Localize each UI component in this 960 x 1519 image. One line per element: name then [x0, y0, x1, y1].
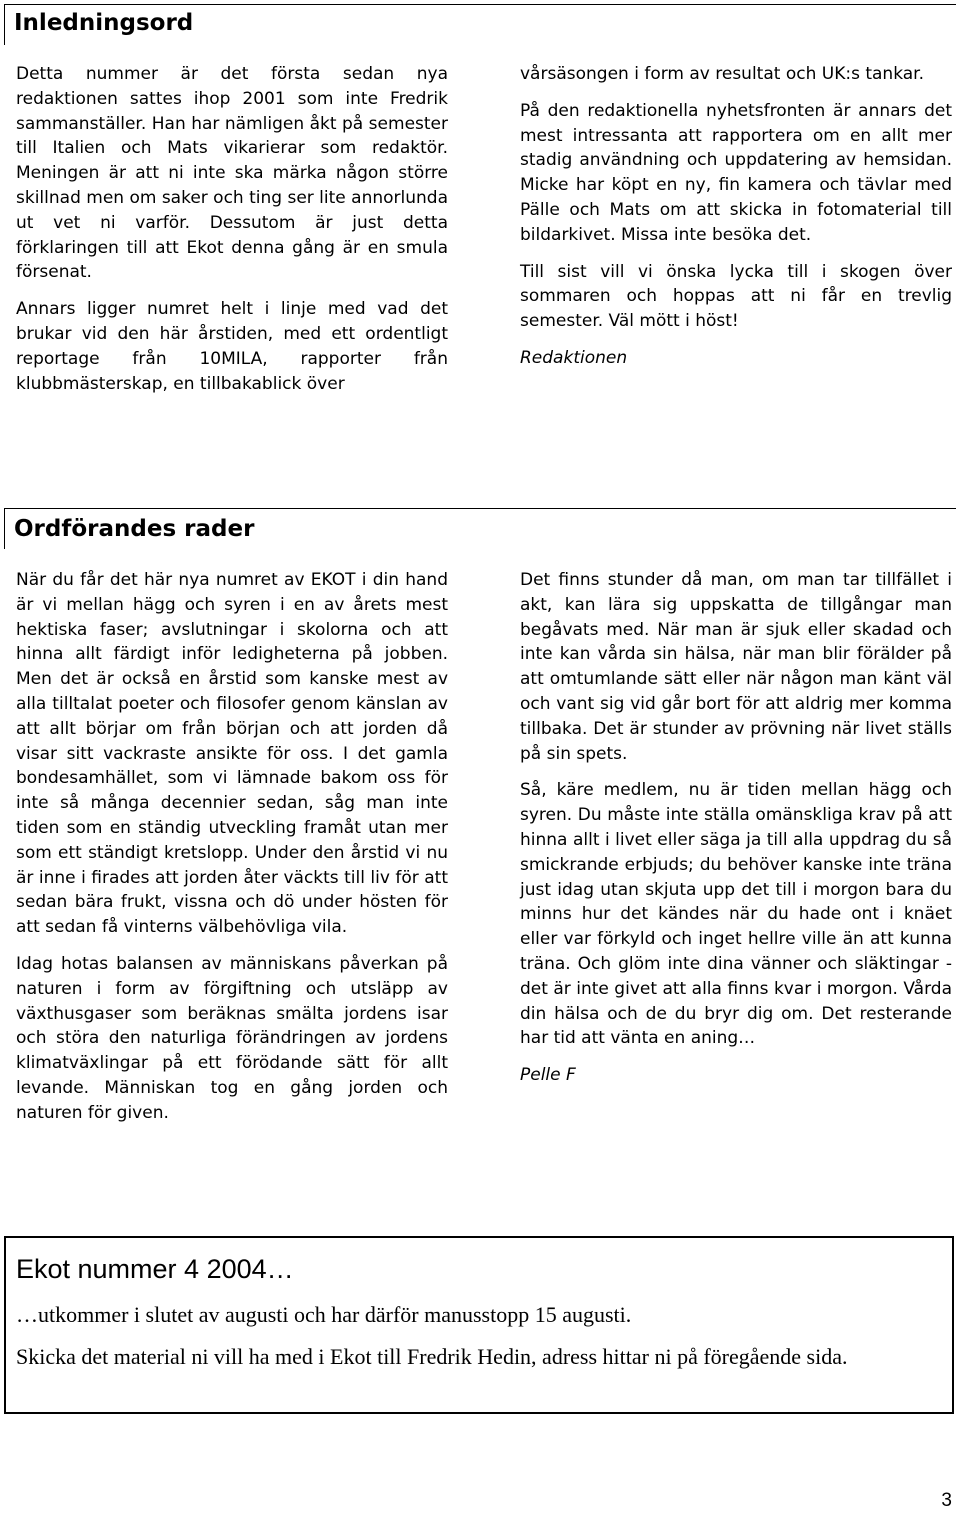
intro-paragraph: På den redaktionella nyhetsfronten är annars det mest intressanta att rapportera om en allt mer stadig användning och uppdatering av hemsidan. Micke har köpt en ny, fin kamera och tävlar med Pälle och Mats om att skicka in fotomaterial till bildarkivet. Missa inte besöka det.	[520, 100, 952, 245]
chair-paragraph: När du får det här nya numret av EKOT i din hand är vi mellan hägg och syren i en av årets mest hektiska faser; avslutningar i skolorna och att hinna allt färdigt inför ledigheterna på jobben. Men det är också en årstid som kanske mest av alla tilltalat poeter och filosofer genom känslan av att allt börjar om från början och att jorden då visar sitt vackraste ansikte för oss. I det gamla bondesamhället, som vi lämnade bakom oss för inte så många decennier sedan, såg man inte tiden som en ständig utveckling framåt utan mer som ett ständigt kretslopp. Under den årstid vi nu är inne i firades att jorden åter väckts till liv för att sedan bära frukt, vissna och dö under hösten för att sedan få vinterns välbehövliga vila.	[16, 570, 448, 938]
chair-right-column	[520, 568, 952, 1100]
chair-title: Ordförandes rader	[14, 516, 255, 542]
notice-title: Ekot nummer 4 2004…	[16, 1254, 294, 1284]
intro-right-column	[520, 62, 952, 383]
intro-paragraph: Detta nummer är det första sedan nya redaktionen sattes ihop 2001 som inte Fredrik sammanställer. Han har nämligen åkt på semester till Italien och Mats vikarierar som redaktör. Meningen är att ni inte ska märka någon större skillnad men om saker och ting ser lite annorlunda ut vet ni varför. Dessutom är just detta förklaringen till att Ekot denna gång är en smula försenat.	[16, 64, 448, 283]
notice-line-1: …utkommer i slutet av augusti och har därför manusstopp 15 augusti.	[16, 1302, 632, 1327]
chair-left-column	[16, 568, 448, 1138]
intro-paragraph: Till sist vill vi önska lycka till i skogen över sommaren och hoppas att ni får en trevlig semester. Väl mött i höst!	[520, 261, 952, 332]
intro-left-column	[16, 62, 448, 408]
page-number: 3	[941, 1490, 952, 1511]
chair-paragraph: Så, käre medlem, nu är tiden mellan hägg och syren. Du måste inte ställa omänskliga krav på att hinna allt i livet eller säga ja till alla uppdrag du så smickrande erbjuds; du behöver kanske inte träna just idag utan skjuta upp det till i morgon bara du minns hur det kändes när du hade ont i knäet eller var förkyld och inget hellre ville än att kunna träna. Och glöm inte dina vänner och släktingar - det är inte givet att alla finns kvar i morgon. Vårda din hälsa och de du bryr dig om. Det resterande har tid att vänta en aning…	[520, 780, 952, 1049]
chair-signature: Pelle F	[520, 1065, 576, 1086]
chair-paragraph: Det finns stunder då man, om man tar tillfället i akt, kan lära sig uppskatta de tillgångar man begåvats med. När man är sjuk eller skadad och inte kan vårda sin hälsa, när man blir förälder på att omtumlande sätt eller när någon man känt väl och vant sig vid går bort för att aldrig mer komma tillbaka. Det är stunder av prövning när livet ställs på sin spets.	[520, 570, 952, 764]
intro-signature: Redaktionen	[520, 347, 628, 368]
intro-title: Inledningsord	[14, 10, 194, 36]
notice-box	[4, 1236, 954, 1414]
chair-paragraph: Idag hotas balansen av människans påverkan på naturen i form av förgiftning och utsläpp av växthusgaser som beräknas smälta jordens isar och störa den naturliga förändringen av jordens klimatväxlingar på ett förödande sätt för allt levande. Människan tog en gång jorden och naturen för given.	[16, 953, 448, 1123]
intro-paragraph: vårsäsongen i form av resultat och UK:s tankar.	[520, 64, 924, 84]
intro-paragraph: Annars ligger numret helt i linje med vad det brukar vid den här årstiden, med ett ordentligt reportage från 10MILA, rapporter från klubbmästerskap, en tillbakablick över	[16, 299, 448, 394]
notice-line-2: Skicka det material ni vill ha med i Ekot till Fredrik Hedin, adress hittar ni på föregående sida.	[16, 1344, 848, 1369]
